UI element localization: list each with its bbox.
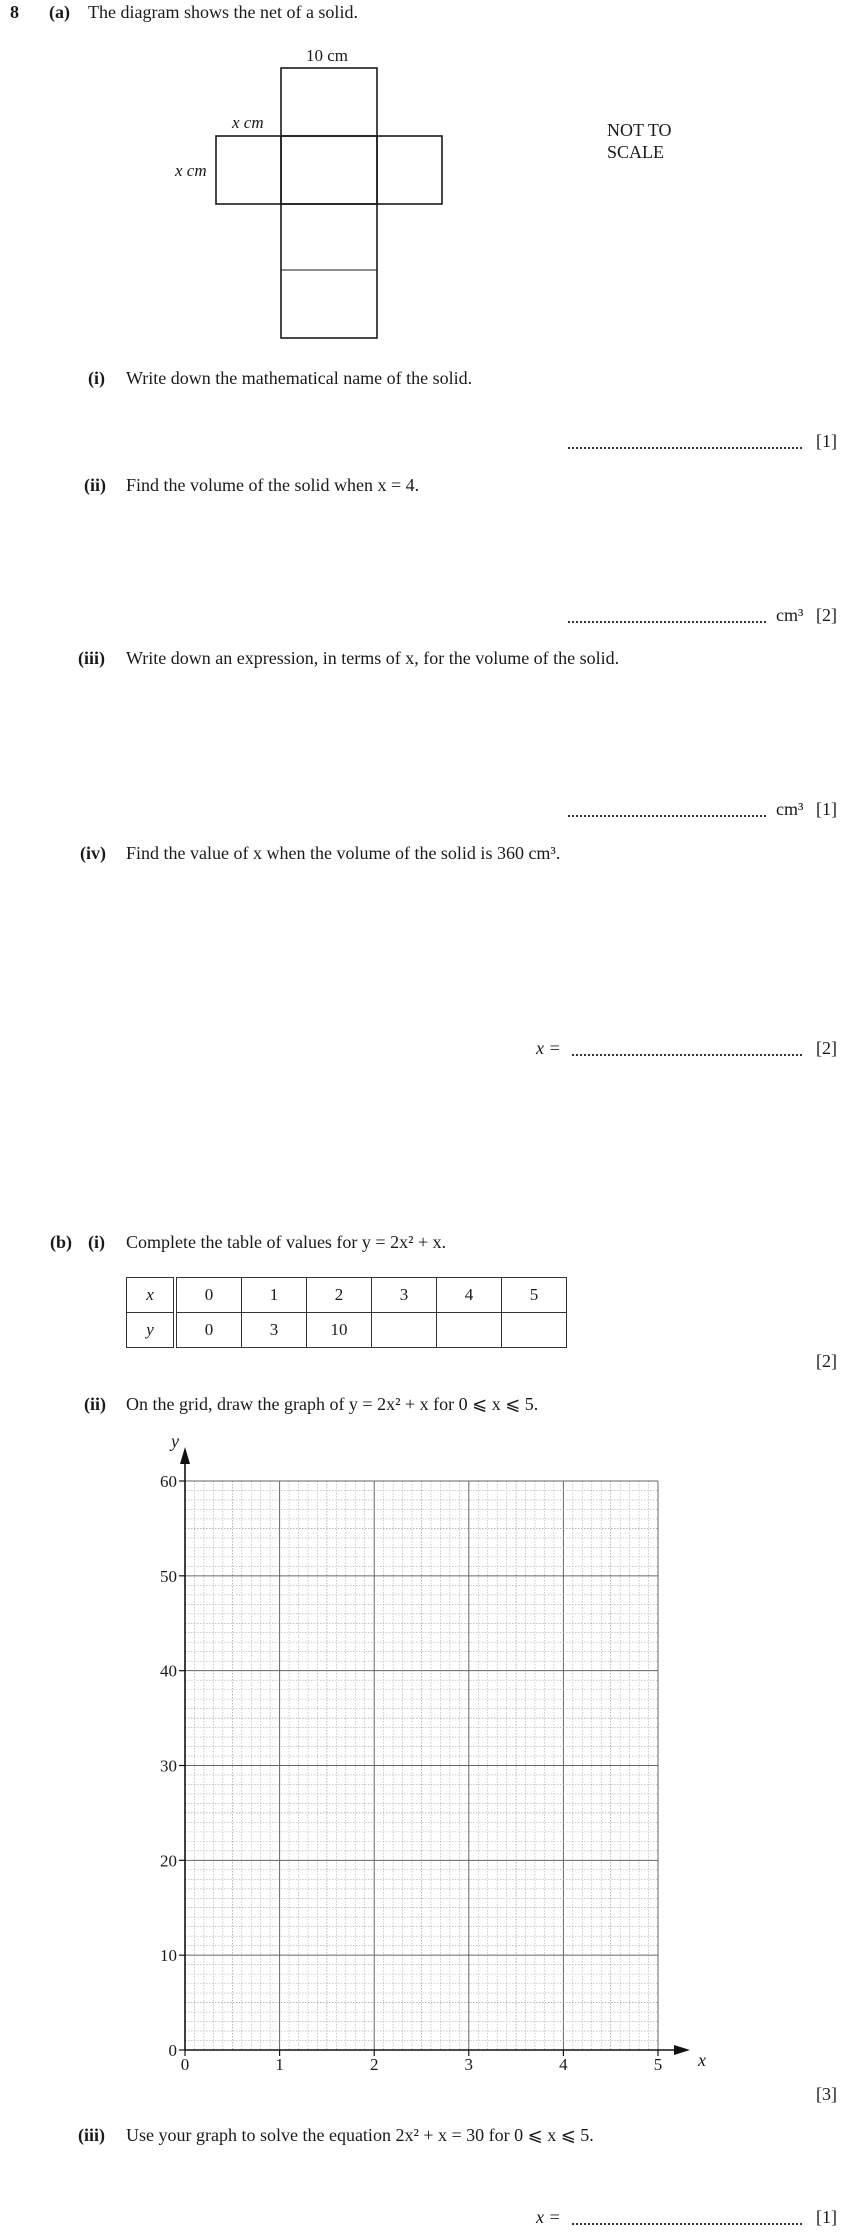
- part-a-iv-text: Find the value of x when the volume of the solid is 360 cm³.: [126, 843, 561, 863]
- table-x-0: 0: [175, 1278, 242, 1313]
- y-tick-label: 20: [160, 1851, 177, 1871]
- x-tick-label: 1: [275, 2055, 284, 2074]
- part-a-iii-text: Write down an expression, in terms of x, for the volume of the solid.: [126, 648, 620, 668]
- part-a-iv-marks: [2]: [816, 1038, 837, 1058]
- x-tick-label: 4: [559, 2055, 568, 2074]
- part-b-ii-text: On the grid, draw the graph of y = 2x² + x for 0 ⩽ x ⩽ 5.: [126, 1394, 539, 1414]
- x-tick-label: 2: [369, 2055, 379, 2074]
- part-a-i-text: Write down the mathematical name of the solid.: [126, 368, 473, 388]
- y-tick-label: 0: [168, 2041, 177, 2060]
- y-tick-label: 50: [160, 1566, 177, 1586]
- part-a-ii-marks: [2]: [816, 605, 837, 625]
- net-x-label-left: x cm: [175, 161, 207, 180]
- part-b-iii-answer-prefix: x =: [536, 2207, 561, 2227]
- part-b-ii-label: (ii): [84, 1394, 106, 1414]
- net-top-label: 10 cm: [306, 46, 349, 65]
- y-tick-label: 30: [160, 1756, 177, 1776]
- part-a-label: (a): [49, 2, 70, 22]
- table-x-header: x: [127, 1278, 176, 1313]
- part-a-intro: The diagram shows the net of a solid.: [88, 2, 358, 22]
- part-b-i-label: (i): [88, 1232, 105, 1252]
- part-a-ii-unit: cm³: [776, 605, 804, 625]
- y-tick-label: 10: [160, 1946, 177, 1966]
- table-x-2: 2: [307, 1278, 372, 1313]
- table-y-0[interactable]: 0: [175, 1313, 242, 1348]
- part-b-iii-label: (iii): [78, 2125, 105, 2145]
- table-x-5: 5: [502, 1278, 567, 1313]
- net-x-label-upper: x cm: [232, 113, 264, 132]
- part-b-i-text: Complete the table of values for y = 2x² + x.: [126, 1232, 447, 1252]
- part-a-iii-label: (iii): [78, 648, 105, 668]
- x-tick-label: 3: [464, 2055, 474, 2074]
- part-a-iii-unit: cm³: [776, 799, 804, 819]
- part-a-i-marks: [1]: [816, 431, 837, 451]
- y-tick-label: 40: [160, 1661, 177, 1681]
- x-axis-arrow: [674, 2045, 690, 2055]
- part-b-ii-marks: [3]: [816, 2084, 837, 2104]
- part-b-iii-text: Use your graph to solve the equation 2x² + x = 30 for 0 ⩽ x ⩽ 5.: [126, 2125, 594, 2145]
- part-a-iv-label: (iv): [80, 843, 106, 863]
- y-tick-label: 60: [160, 1472, 177, 1491]
- part-a-iv-answer-prefix: x =: [536, 1038, 561, 1058]
- table-x-3: 3: [372, 1278, 437, 1313]
- table-x-4: 4: [437, 1278, 502, 1313]
- table-y-2[interactable]: 10: [307, 1313, 372, 1348]
- part-b-i-marks: [2]: [816, 1351, 837, 1371]
- part-a-iii-marks: [1]: [816, 799, 837, 819]
- part-b-label: (b): [50, 1232, 72, 1252]
- not-to-scale-note-1: NOT TO: [607, 120, 672, 140]
- y-axis-label: y: [171, 1431, 179, 1451]
- table-y-1[interactable]: 3: [242, 1313, 307, 1348]
- part-a-ii-label: (ii): [84, 475, 106, 495]
- x-tick-label: 0: [180, 2055, 190, 2074]
- x-tick-label: 5: [653, 2055, 663, 2074]
- y-axis-arrow: [180, 1447, 190, 1464]
- x-axis-label: x: [698, 2050, 706, 2070]
- not-to-scale-note-2: SCALE: [607, 142, 665, 162]
- table-y-header: y: [127, 1313, 176, 1348]
- part-a-i-label: (i): [88, 368, 105, 388]
- table-x-1: 1: [242, 1278, 307, 1313]
- question-number: 8: [10, 2, 19, 22]
- part-a-ii-text: Find the volume of the solid when x = 4.: [126, 475, 420, 495]
- part-b-iii-answer-line[interactable]: [572, 2223, 802, 2225]
- part-b-iii-marks: [1]: [816, 2207, 837, 2227]
